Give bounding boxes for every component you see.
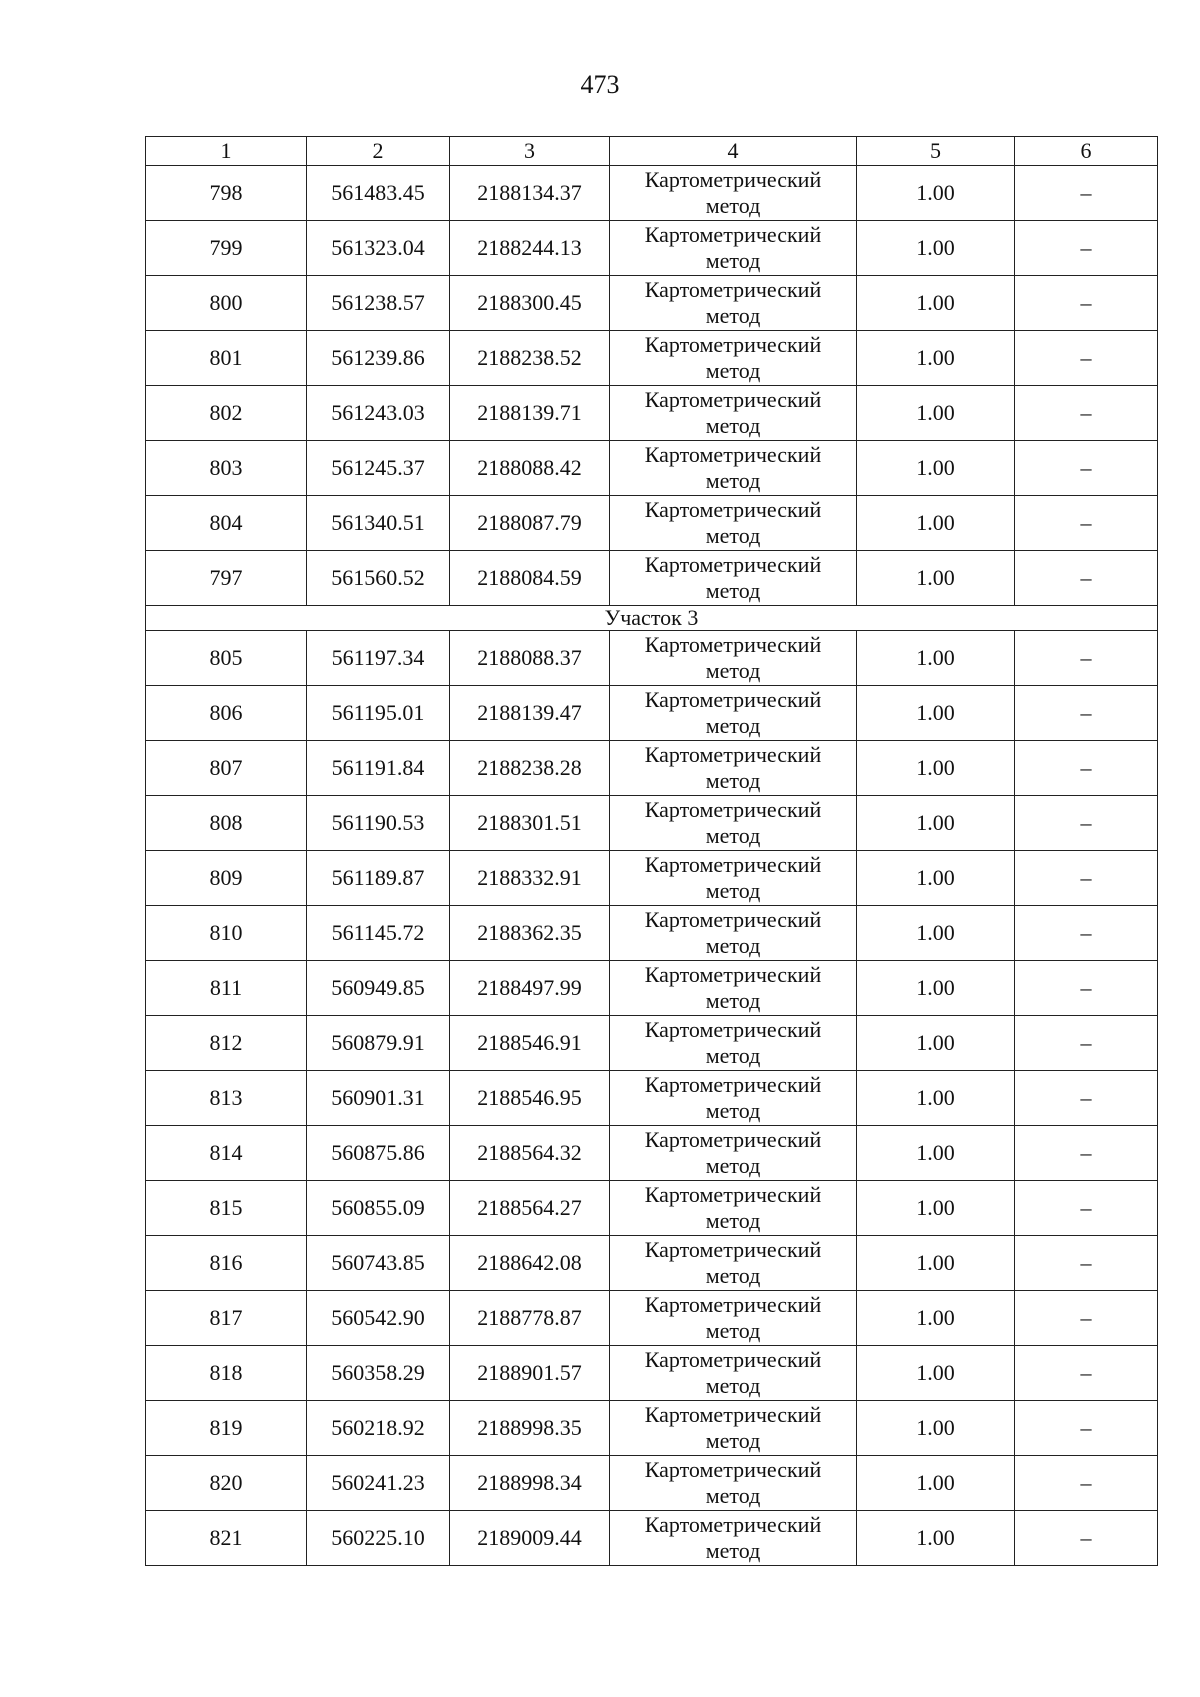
x-coordinate-cell: 561323.04	[307, 221, 450, 276]
table-row	[146, 741, 1158, 796]
point-number-cell: 808	[146, 796, 307, 851]
note-cell: –	[1015, 1236, 1158, 1291]
point-number-cell: 810	[146, 906, 307, 961]
table-row	[146, 166, 1158, 221]
accuracy-cell: 1.00	[857, 851, 1015, 906]
method-cell	[610, 1401, 857, 1456]
point-number-cell: 804	[146, 496, 307, 551]
accuracy-cell: 1.00	[857, 1511, 1015, 1566]
x-coordinate-cell: 560875.86	[307, 1126, 450, 1181]
method-line-2: метод	[705, 1373, 761, 1398]
table-row	[146, 1291, 1158, 1346]
y-coordinate-cell: 2188998.34	[450, 1456, 610, 1511]
note-cell: –	[1015, 1346, 1158, 1401]
method-line-2: метод	[705, 1043, 761, 1068]
method-line-1: Картометрический	[644, 497, 822, 522]
accuracy-cell: 1.00	[857, 741, 1015, 796]
accuracy-cell: 1.00	[857, 796, 1015, 851]
x-coordinate-cell: 561238.57	[307, 276, 450, 331]
method-cell	[610, 1181, 857, 1236]
y-coordinate-cell: 2188238.28	[450, 741, 610, 796]
method-cell	[610, 1126, 857, 1181]
note-cell: –	[1015, 1071, 1158, 1126]
table-row	[146, 1126, 1158, 1181]
method-line-2: метод	[705, 1098, 761, 1123]
note-cell: –	[1015, 166, 1158, 221]
note-cell: –	[1015, 1016, 1158, 1071]
y-coordinate-cell: 2188087.79	[450, 496, 610, 551]
method-line-2: метод	[705, 658, 761, 683]
point-number-cell: 817	[146, 1291, 307, 1346]
point-number-cell: 798	[146, 166, 307, 221]
accuracy-cell: 1.00	[857, 221, 1015, 276]
method-line-1: Картометрический	[644, 387, 822, 412]
point-number-cell: 819	[146, 1401, 307, 1456]
method-cell	[610, 221, 857, 276]
note-cell: –	[1015, 686, 1158, 741]
method-line-2: метод	[705, 1538, 761, 1563]
column-header-2: 2	[307, 137, 450, 166]
x-coordinate-cell: 560542.90	[307, 1291, 450, 1346]
note-cell: –	[1015, 961, 1158, 1016]
note-cell: –	[1015, 1456, 1158, 1511]
table-row	[146, 851, 1158, 906]
x-coordinate-cell: 561239.86	[307, 331, 450, 386]
point-number-cell: 820	[146, 1456, 307, 1511]
method-line-1: Картометрический	[644, 552, 822, 577]
method-cell	[610, 276, 857, 331]
column-header-6: 6	[1015, 137, 1158, 166]
column-header-3: 3	[450, 137, 610, 166]
y-coordinate-cell: 2188134.37	[450, 166, 610, 221]
y-coordinate-cell: 2188088.37	[450, 631, 610, 686]
table-row	[146, 496, 1158, 551]
table-row	[146, 1236, 1158, 1291]
method-line-2: метод	[705, 713, 761, 738]
method-cell	[610, 961, 857, 1016]
method-line-2: метод	[705, 933, 761, 958]
y-coordinate-cell: 2188084.59	[450, 551, 610, 606]
method-line-2: метод	[705, 248, 761, 273]
method-line-2: метод	[705, 413, 761, 438]
accuracy-cell: 1.00	[857, 386, 1015, 441]
method-line-2: метод	[705, 468, 761, 493]
table-row	[146, 1401, 1158, 1456]
table-row	[146, 906, 1158, 961]
note-cell: –	[1015, 331, 1158, 386]
accuracy-cell: 1.00	[857, 631, 1015, 686]
table-row	[146, 796, 1158, 851]
column-header-5: 5	[857, 137, 1015, 166]
y-coordinate-cell: 2188564.27	[450, 1181, 610, 1236]
method-line-2: метод	[705, 193, 761, 218]
method-cell	[610, 1291, 857, 1346]
y-coordinate-cell: 2188564.32	[450, 1126, 610, 1181]
method-cell	[610, 441, 857, 496]
method-line-2: метод	[705, 1208, 761, 1233]
method-line-2: метод	[705, 1483, 761, 1508]
method-line-1: Картометрический	[644, 1292, 822, 1317]
x-coordinate-cell: 561191.84	[307, 741, 450, 796]
method-line-2: метод	[705, 358, 761, 383]
note-cell: –	[1015, 1126, 1158, 1181]
table-row	[146, 1456, 1158, 1511]
y-coordinate-cell: 2188139.71	[450, 386, 610, 441]
table-row	[146, 1016, 1158, 1071]
method-line-2: метод	[705, 878, 761, 903]
table-row	[146, 1071, 1158, 1126]
point-number-cell: 813	[146, 1071, 307, 1126]
method-line-1: Картометрический	[644, 442, 822, 467]
method-cell	[610, 386, 857, 441]
method-line-1: Картометрический	[644, 907, 822, 932]
point-number-cell: 812	[146, 1016, 307, 1071]
accuracy-cell: 1.00	[857, 331, 1015, 386]
y-coordinate-cell: 2188642.08	[450, 1236, 610, 1291]
point-number-cell: 805	[146, 631, 307, 686]
method-line-2: метод	[705, 1428, 761, 1453]
accuracy-cell: 1.00	[857, 166, 1015, 221]
x-coordinate-cell: 561560.52	[307, 551, 450, 606]
method-line-1: Картометрический	[644, 742, 822, 767]
table-header	[146, 137, 1158, 166]
method-cell	[610, 1346, 857, 1401]
x-coordinate-cell: 561145.72	[307, 906, 450, 961]
note-cell: –	[1015, 906, 1158, 961]
point-number-cell: 802	[146, 386, 307, 441]
x-coordinate-cell: 561245.37	[307, 441, 450, 496]
table-row	[146, 551, 1158, 606]
point-number-cell: 809	[146, 851, 307, 906]
y-coordinate-cell: 2188546.91	[450, 1016, 610, 1071]
note-cell: –	[1015, 1511, 1158, 1566]
method-line-1: Картометрический	[644, 962, 822, 987]
method-cell	[610, 1016, 857, 1071]
table-row	[146, 1181, 1158, 1236]
table-row	[146, 686, 1158, 741]
section-row	[146, 606, 1158, 631]
method-cell	[610, 551, 857, 606]
point-number-cell: 801	[146, 331, 307, 386]
point-number-cell: 811	[146, 961, 307, 1016]
table-row	[146, 1511, 1158, 1566]
point-number-cell: 800	[146, 276, 307, 331]
y-coordinate-cell: 2188301.51	[450, 796, 610, 851]
note-cell: –	[1015, 276, 1158, 331]
x-coordinate-cell: 561189.87	[307, 851, 450, 906]
accuracy-cell: 1.00	[857, 906, 1015, 961]
accuracy-cell: 1.00	[857, 1181, 1015, 1236]
method-line-1: Картометрический	[644, 1347, 822, 1372]
column-header-1: 1	[146, 137, 307, 166]
x-coordinate-cell: 561483.45	[307, 166, 450, 221]
method-cell	[610, 166, 857, 221]
table-row	[146, 631, 1158, 686]
method-line-2: метод	[705, 823, 761, 848]
table-row	[146, 386, 1158, 441]
note-cell: –	[1015, 796, 1158, 851]
method-line-1: Картометрический	[644, 1512, 822, 1537]
x-coordinate-cell: 560949.85	[307, 961, 450, 1016]
method-line-1: Картометрический	[644, 1237, 822, 1262]
column-header-4: 4	[610, 137, 857, 166]
method-line-1: Картометрический	[644, 1457, 822, 1482]
method-cell	[610, 1071, 857, 1126]
accuracy-cell: 1.00	[857, 1291, 1015, 1346]
method-line-2: метод	[705, 578, 761, 603]
y-coordinate-cell: 2188238.52	[450, 331, 610, 386]
method-line-1: Картометрический	[644, 852, 822, 877]
note-cell: –	[1015, 851, 1158, 906]
table-row	[146, 221, 1158, 276]
x-coordinate-cell: 560218.92	[307, 1401, 450, 1456]
point-number-cell: 814	[146, 1126, 307, 1181]
method-cell	[610, 496, 857, 551]
accuracy-cell: 1.00	[857, 1126, 1015, 1181]
x-coordinate-cell: 560743.85	[307, 1236, 450, 1291]
method-cell	[610, 331, 857, 386]
table-row	[146, 1346, 1158, 1401]
x-coordinate-cell: 560879.91	[307, 1016, 450, 1071]
method-cell	[610, 631, 857, 686]
method-cell	[610, 1511, 857, 1566]
method-line-2: метод	[705, 303, 761, 328]
accuracy-cell: 1.00	[857, 686, 1015, 741]
accuracy-cell: 1.00	[857, 496, 1015, 551]
note-cell: –	[1015, 741, 1158, 796]
point-number-cell: 806	[146, 686, 307, 741]
x-coordinate-cell: 560241.23	[307, 1456, 450, 1511]
y-coordinate-cell: 2188497.99	[450, 961, 610, 1016]
method-line-1: Картометрический	[644, 277, 822, 302]
table-row	[146, 331, 1158, 386]
x-coordinate-cell: 561340.51	[307, 496, 450, 551]
x-coordinate-cell: 561197.34	[307, 631, 450, 686]
y-coordinate-cell: 2188901.57	[450, 1346, 610, 1401]
method-cell	[610, 796, 857, 851]
point-number-cell: 816	[146, 1236, 307, 1291]
method-cell	[610, 1236, 857, 1291]
accuracy-cell: 1.00	[857, 276, 1015, 331]
table-row	[146, 276, 1158, 331]
point-number-cell: 799	[146, 221, 307, 276]
point-number-cell: 797	[146, 551, 307, 606]
x-coordinate-cell: 560225.10	[307, 1511, 450, 1566]
method-cell	[610, 1456, 857, 1511]
note-cell: –	[1015, 221, 1158, 276]
method-cell	[610, 906, 857, 961]
method-line-1: Картометрический	[644, 797, 822, 822]
x-coordinate-cell: 561243.03	[307, 386, 450, 441]
method-line-1: Картометрический	[644, 1017, 822, 1042]
accuracy-cell: 1.00	[857, 961, 1015, 1016]
accuracy-cell: 1.00	[857, 1456, 1015, 1511]
point-number-cell: 815	[146, 1181, 307, 1236]
method-line-1: Картометрический	[644, 332, 822, 357]
y-coordinate-cell: 2188546.95	[450, 1071, 610, 1126]
y-coordinate-cell: 2188998.35	[450, 1401, 610, 1456]
page-number: 473	[580, 70, 620, 99]
point-number-cell: 818	[146, 1346, 307, 1401]
note-cell: –	[1015, 1291, 1158, 1346]
note-cell: –	[1015, 1181, 1158, 1236]
x-coordinate-cell: 561190.53	[307, 796, 450, 851]
method-line-1: Картометрический	[644, 687, 822, 712]
point-number-cell: 807	[146, 741, 307, 796]
table-row	[146, 961, 1158, 1016]
y-coordinate-cell: 2188778.87	[450, 1291, 610, 1346]
method-cell	[610, 686, 857, 741]
method-line-1: Картометрический	[644, 632, 822, 657]
note-cell: –	[1015, 631, 1158, 686]
section-title: Участок 3	[146, 606, 1158, 631]
table-body	[146, 166, 1158, 1566]
accuracy-cell: 1.00	[857, 1071, 1015, 1126]
accuracy-cell: 1.00	[857, 1346, 1015, 1401]
note-cell: –	[1015, 1401, 1158, 1456]
y-coordinate-cell: 2188088.42	[450, 441, 610, 496]
accuracy-cell: 1.00	[857, 1016, 1015, 1071]
method-line-1: Картометрический	[644, 1127, 822, 1152]
method-line-2: метод	[705, 1263, 761, 1288]
method-cell	[610, 741, 857, 796]
y-coordinate-cell: 2188362.35	[450, 906, 610, 961]
method-line-2: метод	[705, 988, 761, 1013]
method-line-2: метод	[705, 523, 761, 548]
method-line-1: Картометрический	[644, 222, 822, 247]
y-coordinate-cell: 2188244.13	[450, 221, 610, 276]
accuracy-cell: 1.00	[857, 1236, 1015, 1291]
method-line-1: Картометрический	[644, 1072, 822, 1097]
method-line-1: Картометрический	[644, 1182, 822, 1207]
method-line-2: метод	[705, 1318, 761, 1343]
accuracy-cell: 1.00	[857, 441, 1015, 496]
accuracy-cell: 1.00	[857, 551, 1015, 606]
note-cell: –	[1015, 496, 1158, 551]
method-cell	[610, 851, 857, 906]
coordinates-table	[145, 136, 1158, 1566]
point-number-cell: 821	[146, 1511, 307, 1566]
accuracy-cell: 1.00	[857, 1401, 1015, 1456]
x-coordinate-cell: 560901.31	[307, 1071, 450, 1126]
x-coordinate-cell: 561195.01	[307, 686, 450, 741]
note-cell: –	[1015, 386, 1158, 441]
x-coordinate-cell: 560855.09	[307, 1181, 450, 1236]
method-line-1: Картометрический	[644, 1402, 822, 1427]
note-cell: –	[1015, 551, 1158, 606]
method-line-2: метод	[705, 768, 761, 793]
note-cell: –	[1015, 441, 1158, 496]
method-line-2: метод	[705, 1153, 761, 1178]
x-coordinate-cell: 560358.29	[307, 1346, 450, 1401]
y-coordinate-cell: 2188139.47	[450, 686, 610, 741]
y-coordinate-cell: 2188300.45	[450, 276, 610, 331]
point-number-cell: 803	[146, 441, 307, 496]
y-coordinate-cell: 2189009.44	[450, 1511, 610, 1566]
y-coordinate-cell: 2188332.91	[450, 851, 610, 906]
table-row	[146, 441, 1158, 496]
method-line-1: Картометрический	[644, 167, 822, 192]
